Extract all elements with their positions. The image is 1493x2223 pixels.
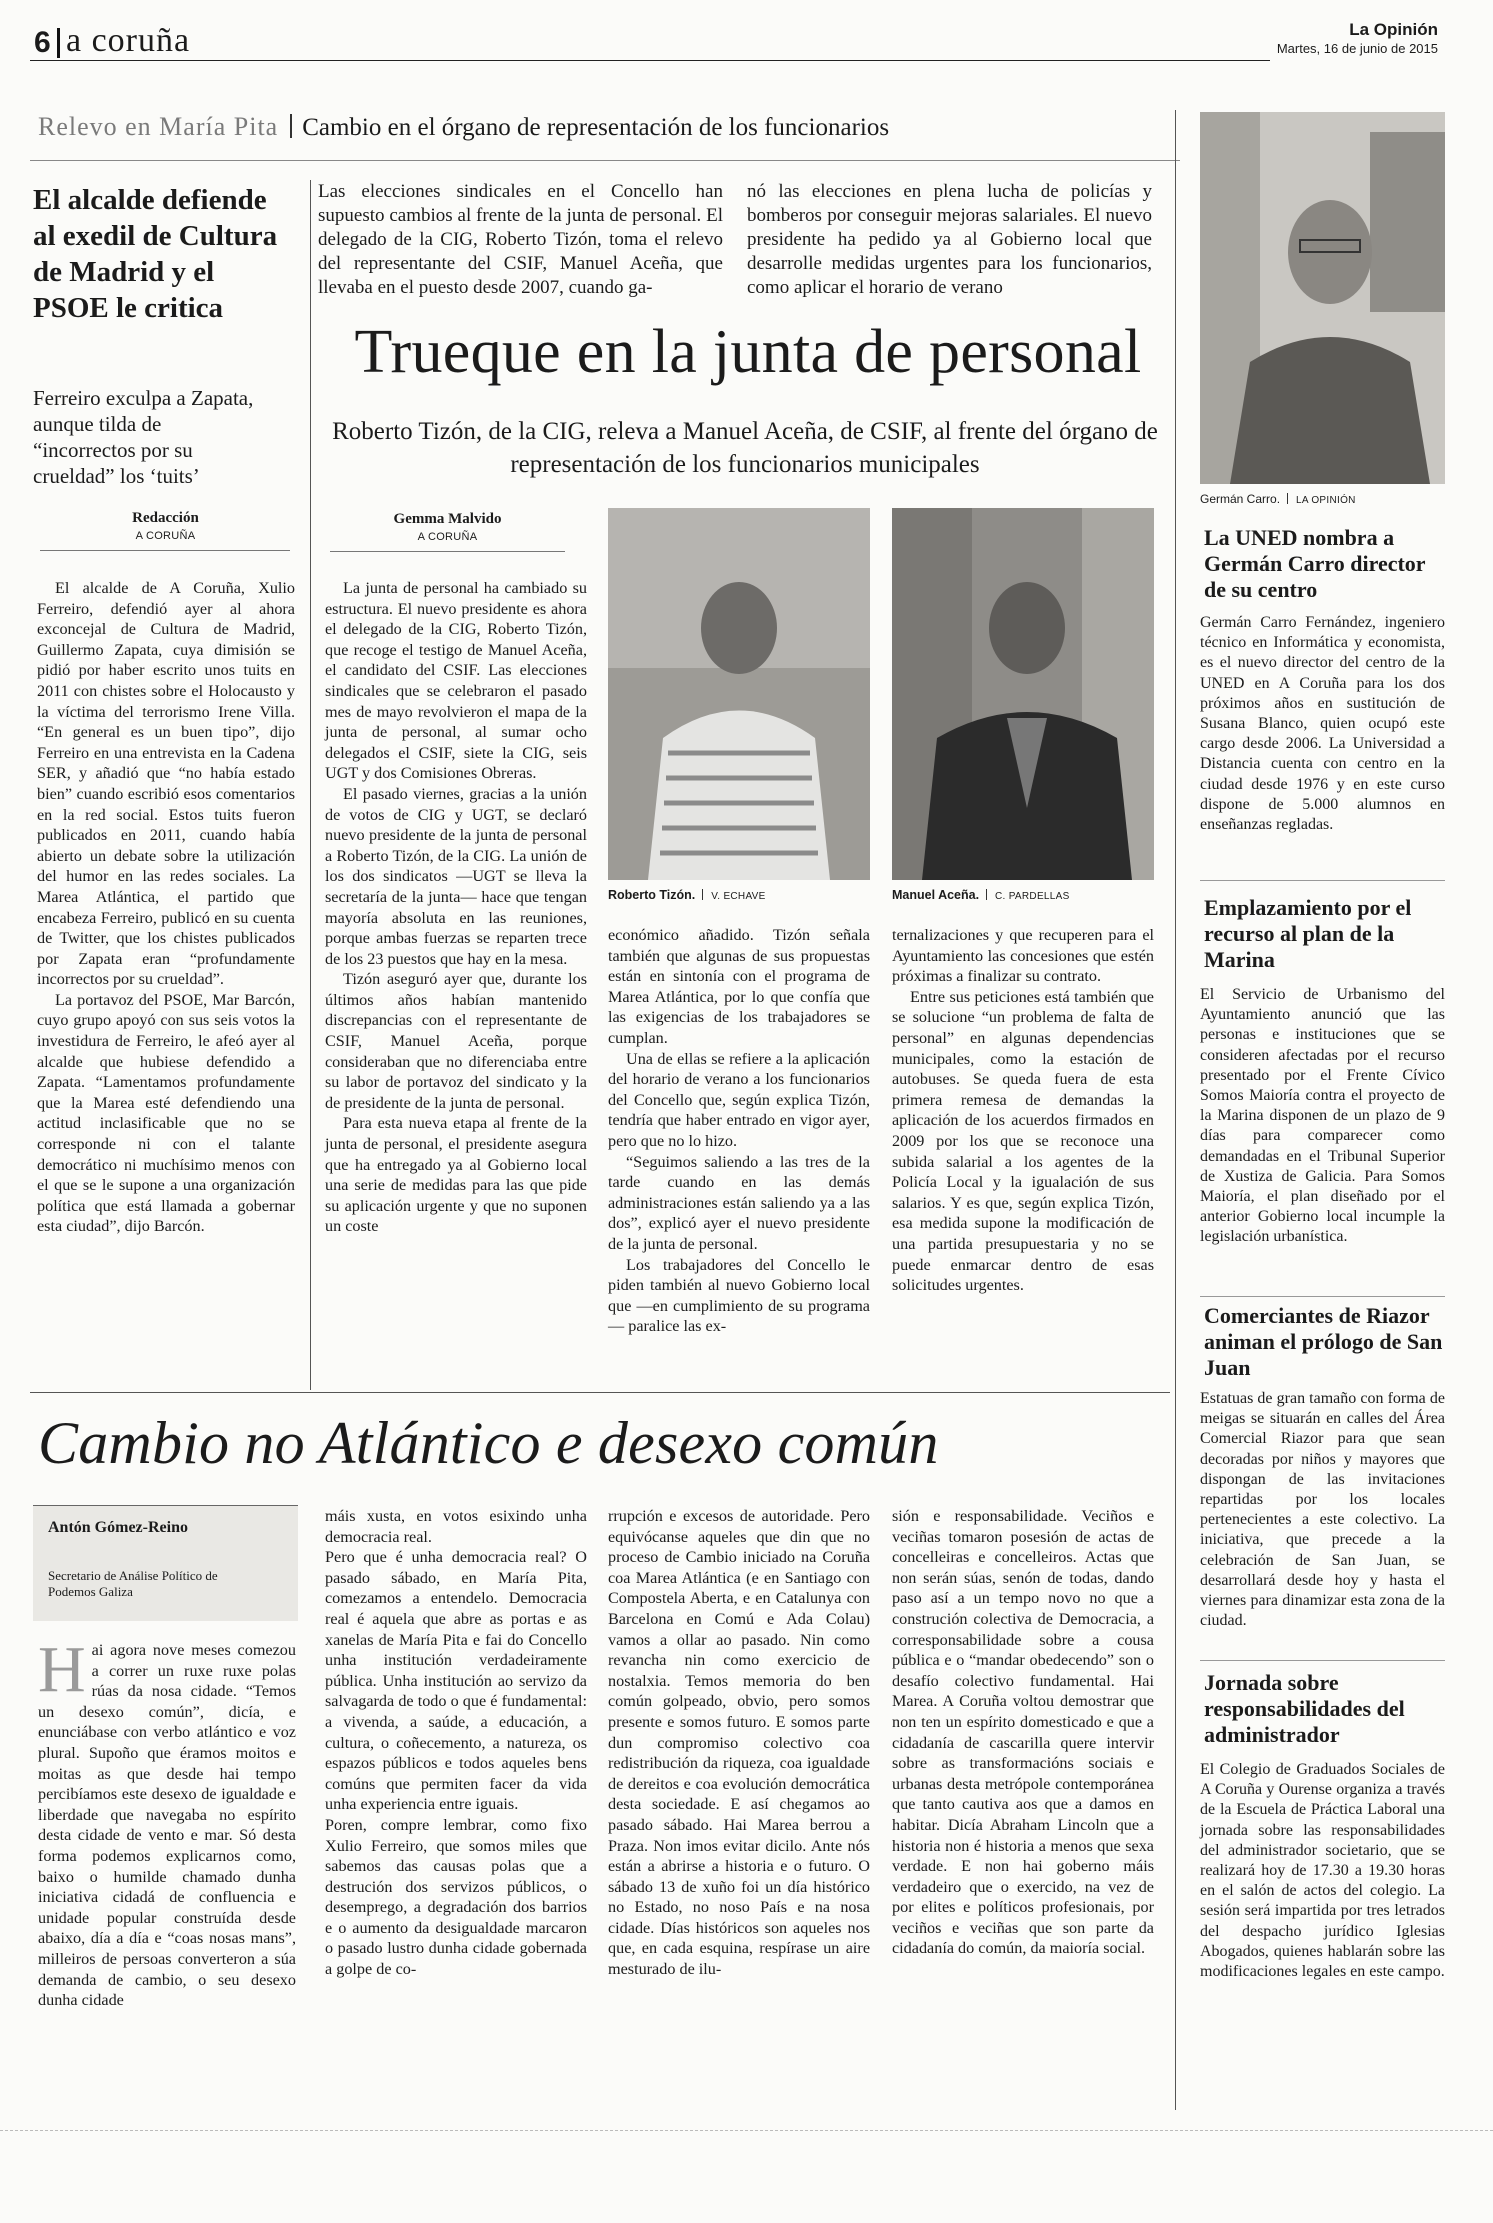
brief-body [1200, 985, 1445, 1248]
photo-credit: V. ECHAVE [711, 891, 766, 902]
caption-divider [702, 889, 703, 900]
brief-jornada [1200, 1670, 1445, 1982]
brief-headline: Jornada sobre responsabilidades del administrador [1204, 1670, 1405, 1747]
main-column-3 [892, 925, 1154, 1296]
section-name: a coruña [66, 22, 191, 59]
brief-text: Estatuas de gran tamaño con forma de meigas se situarán en calles del Área Comercial Riazor para que sean decoradas por niños y mayores que dispongan de las invitaciones repartidas por los locales pertenecientes a este colectivo. La iniciativa, que precede a la celebración de San Juan, se desarrollará desde hoy y hasta el viernes para dinamizar esta zona de la ciudad. [1200, 1390, 1445, 1630]
main-paragraph: ternalizaciones y que recuperen para el Ayuntamiento las concesiones que estén próximas a finalizar su contrato. [892, 926, 1154, 986]
main-deck: Roberto Tizón, de la CIG, releva a Manuel Aceña, de CSIF, al frente del órgano de representación de los funcionarios municipales [332, 418, 1158, 478]
brief-rule [1200, 1660, 1445, 1661]
fold-line [0, 2130, 1493, 2133]
main-paragraph: El pasado viernes, gracias a la unión de votos de CIG y UGT, se declaró nuevo presidente de la junta de personal a Roberto Tizón, de la CIG. La unión de los dos sindicatos —UGT se lleva la secretaría de la junta— hace que tengan mayoría absoluta en las reuniones, porque ambas fuerzas se reparten trece de los 23 puestos que hay en la mesa. [325, 784, 587, 968]
section-divider [57, 28, 60, 58]
side-story-subhead: Ferreiro exculpa a Zapata, aunque tilda de “incorrectos por su crueldad” los ‘tuits’ [33, 386, 254, 488]
caption-name: Roberto Tizón. [608, 888, 696, 902]
kicker-divider [290, 114, 292, 138]
opinion-paragraph: sión e responsabilidade. Veciños e veciñas tomaron posesión de actas de concelleiras e concelleiros. Actas que non serán súas, senón de todas, dando paso así a un tempo novo no que a construción colectiva de Democracia, a corresponsabilidade sobre a cousa pública e o “mandar obedecendo” son o desafío colectivo fundamental. Hai Marea. A Coruña voltou demostrar que non ten un espírito domesticado e que a cidadanía de cascarilla quere intervir sobre as transformacións sociais e urbanas desta metrópole contemporánea que tanto cautiva aos que a damos en habitar. Dicía Abraham Lincoln que a historia non é historia a menos que sexa verdade. E non hai goberno máis verdadeiro que o exercido, na vez de por elites e políticos profesionais, por veciños e veciñas que son parte da cidadanía do común, da maioría social. [892, 1507, 1154, 1958]
main-place: A CORUÑA [417, 531, 478, 543]
opinion-author-box [33, 1505, 298, 1621]
main-lead-right [747, 180, 1152, 300]
photo-german-carro [1200, 112, 1445, 484]
opinion-paragraph: rrupción e excesos de autoridade. Pero equivócanse aqueles que din que no proceso de Cambio iniciado na Coruña coa Marea Atlántica (e en Santiago con Compostela Aberta, e en Catalunya con Barcelona en Comú e Ada Colau) vamos a ollar ao pasado. Nin como revancha nin como exercicio de nostalxia. Temos memoria do ben común golpeado, obvio, pero somos presente e somos futuro. E somos parte dun compromiso colectivo coa redistribución da riqueza, coa igualdade de dereitos e coa evolución democrática desta sociedade. E así chegamos ao pasado sábado. Hai Marea berrou a Praza. Non imos evitar dicilo. Ante nós están a abrirse a historia e o futuro. O sábado 13 de xuño foi un día histórico no Estado, no noso País e na nosa cidade. Días históricos son aqueles nos que, en cada esquina, respírase un aire mesturado de ilu- [608, 1507, 870, 1979]
brief-text: Germán Carro Fernández, ingeniero técnico en Informática y economista, es el nuevo director del centro de la UNED en A Coruña para los dos próximos años en sustitución de Susana Blanco, quien ocupó este cargo desde 2006. La Universidad a Distancia cuenta con centro en la ciudad desde 1976 y en este curso dispone de 5.000 alumnos en enseñanzas regladas. [1200, 614, 1445, 834]
caption-divider [1287, 493, 1288, 504]
brief-headline: Emplazamiento por el recurso al plan de la Marina [1204, 895, 1412, 972]
lead-text: Las elecciones sindicales en el Concello han supuesto cambios al frente de la junta de personal. El delegado de la CIG, Roberto Tizón, toma el relevo del representante del CSIF, Manuel Aceña, que llevaba en el puesto desde 2007, cuando ga- [318, 181, 723, 298]
caption-name: Manuel Aceña. [892, 888, 980, 902]
photo-manuel-acena [892, 508, 1154, 880]
opinion-paragraph: máis xusta, en votos esixindo unha democracia real. [325, 1507, 587, 1546]
topline-rule [30, 160, 1180, 161]
opinion-top-rule [30, 1392, 1170, 1393]
portrait-figure [1200, 112, 1445, 484]
main-paragraph: Tizón aseguró ayer que, durante los últimos años habían mantenido discrepancias con el representante de CSIF, Manuel Aceña, porque consideraban que no diferenciaba entre su labor de portavoz del sindicato y la de presidente de la junta de personal. [325, 970, 587, 1112]
main-headline: Trueque en la junta de personal [354, 318, 1142, 386]
opinion-paragraph: Pero que é unha democracia real? O pasado sábado, en María Pita, comezamos a entendelo. Democracia real é aquela que abre as portas e as xanelas de María Pita e fai do Concello unha institución verdadeiramente pública. Unha institución ao servizo da salvagarda de todo o que é fundamental: a vivenda, a saúde, a educación, a cultura, o coñecemento, a natureza, os espazos públicos e todos aqueles bens comúns que permiten facer da vida unha experiencia entre iguais. [325, 1548, 587, 1814]
issue-date: Martes, 16 de junio de 2015 [1276, 41, 1438, 56]
main-paragraph: “Seguimos saliendo a las tres de la tarde cuando en las demás administraciones están saliendo ya a las dos”, explicó ayer el nuevo presidente de la junta de personal. [608, 1152, 870, 1253]
main-lead-left [318, 180, 723, 300]
paper-name: La Opinión [1349, 20, 1438, 39]
opinion-paragraph: ai agora nove meses comezou a correr un ruxe ruxe polas rúas da nosa cidade. “Temos un desexo común”, dicía, e enunciábase con verbo atlántico e voz plural. Supoño que éramos moitos e moitas as que desde hai tempo percibíamos este desexo de igualdade e liberdade que navegaba no espírito desta cidade de vento e mar. Só desta forma podemos explicarnos como, baixo o humilde chamado dunha iniciativa cidadá de confluencia e unidade popular construída desde abaixo, día a día e “coas nosas mans”, milleiros de persoas converteron a súa demanda de cambio, o seu desexo dunha cidade [38, 1641, 296, 2010]
brief-marina [1200, 895, 1445, 1248]
brief-text: El Colegio de Graduados Sociales de A Coruña y Ourense organiza a través de la Escuela de Práctica Laboral una jornada sobre las responsabilidades del administrador societario, que se realizará hoy de 17.30 a 19.30 horas en el salón de actos del colegio. La sesión será impartida por tres letrados del despacho jurídico Iglesias Abogados, quienes hablarán sobre las modificaciones legales en este campo. [1200, 1761, 1445, 1981]
side-story-author: Redacción [132, 510, 199, 526]
brief-rule [1200, 880, 1445, 881]
photo-credit: C. PARDELLAS [995, 891, 1070, 902]
main-paragraph: Los trabajadores del Concello le piden también al nuevo Gobierno local que —en cumplimiento de su programa— paralice las ex- [608, 1255, 870, 1336]
opinion-headline: Cambio no Atlántico e desexo común [38, 1410, 939, 1476]
main-column-1 [325, 578, 587, 1237]
photo-roberto-tizon [608, 508, 870, 880]
side-story-paragraph: La portavoz del PSOE, Mar Barcón, cuyo grupo apoyó con sus seis votos la investidura de Ferreiro, le afeó ayer al alcalde que hubiese defendido a Zapata. “Lamentamos profundamente que la Marea esté defendiendo una actitud inclasificable que no se corresponde ni con el talante democrático ni muchísimo menos con el que se le supone a una organización política que está llamada a gobernar esta ciudad”, dijo Barcón. [37, 990, 295, 1236]
opinion-column-4 [892, 1506, 1154, 1959]
opinion-column-1 [38, 1633, 296, 2011]
topline [38, 112, 1158, 144]
brief-body [1200, 613, 1445, 835]
photo-caption-acena [892, 888, 1154, 902]
opinion-column-2 [325, 1506, 587, 1980]
main-paragraph: Una de ellas se refiere a la aplicación del horario de verano a los funcionarios del Concello que, según explica Tizón, tendría que haber entrado en vigor ayer, pero que no lo hizo. [608, 1049, 870, 1150]
main-column-2 [608, 925, 870, 1337]
main-author: Gemma Malvido [393, 511, 502, 527]
caption-name: Germán Carro. [1200, 492, 1281, 506]
header-rule [30, 60, 1270, 61]
topline-subtitle: Cambio en el órgano de representación de los funcionarios [302, 114, 890, 141]
brief-text: El Servicio de Urbanismo del Ayuntamiento anunció que las personas e instituciones que se consideren afectadas por el recurso presentado por el Frente Cívico Somos Maioría contra el proyecto de la Marina disponen de un plazo de 9 días para comparecer como demandadas en el Tribunal Superior de Xustiza de Galicia. Para Somos Maioría, el plan diseñado por el anterior Gobierno local incumple la legislación urbanística. [1200, 986, 1445, 1246]
side-story-paragraph: El alcalde de A Coruña, Xulio Ferreiro, defendió ayer al ahora exconcejal de Cultura de Madrid, Guillermo Zapata, cuya dimisión se pidió por haber escrito unos tuits en 2011 con chistes sobre el Holocausto y la víctima del terrorismo Irene Villa. “En general es un buen tipo”, dijo Ferreiro en una entrevista en la Cadena SER, y añadió que “no había estado bien” cuando escribió esos comentarios en la red social. Estos tuits fueron publicados en 2011, cuando había abierto un debate sobre la utilización del humor en las redes sociales. La Marea Atlántica, el partido que encabeza Ferreiro, publicó en su cuenta de Twitter, que los chistes publicados por Zapata eran “profundamente incorrectos por su crueldad”. [37, 579, 295, 989]
photo-caption-carro [1200, 492, 1445, 506]
side-story-body [37, 578, 295, 1237]
main-paragraph: Para esta nueva etapa al frente de la junta de personal, el presidente asegura que ha entregado ya al Gobierno local una serie de medidas para las que pide su aplicación urgente y que no suponen un coste [325, 1114, 587, 1236]
main-byline-rule [330, 551, 565, 552]
brief-uned [1200, 525, 1445, 835]
opinion-column-3 [608, 1506, 870, 1980]
opinion-author: Antón Gómez-Reino [48, 1519, 188, 1536]
portrait-figure [608, 508, 870, 880]
main-paragraph: económico añadido. Tizón señala también que algunas de sus propuestas están en sintonía con el programa de Marea Atlántica, por lo que confía que las exigencias de los trabajadores se cumplan. [608, 926, 870, 1047]
brief-body [1200, 1760, 1445, 1982]
photo-caption-tizon [608, 888, 870, 902]
opinion-paragraph: Poren, compre lembrar, como fixo Xulio Ferreiro, que somos miles que sabemos das causas polas que a destrución dos servizos públicos, o desemprego, a degradación dos barrios e o aumento da desigualdade marcaron o pasado lustro dunha cidade gobernada a golpe de co- [325, 1815, 587, 1979]
page-header [28, 20, 1438, 60]
lead-text: nó las elecciones en plena lucha de policías y bomberos por conseguir mejoras salariales. El nuevo presidente ha pedido ya al Gobierno local que desarrolle medidas urgentes para los funcionarios, como aplicar el horario de verano [747, 181, 1152, 298]
side-story-place: A CORUÑA [135, 530, 196, 542]
brief-headline: La UNED nombra a Germán Carro director de su centro [1204, 525, 1426, 602]
opinion-author-role: Secretario de Análise Político de Podemos Galiza [48, 1568, 218, 1599]
main-paragraph: La junta de personal ha cambiado su estructura. El nuevo presidente es ahora el delegado de la CIG, Roberto Tizón, que recoge el testigo de Manuel Aceña, el candidato del CSIF. Las elecciones sindicales que se celebraron el pasado mes de mayo revolvieron el mapa de la junta de personal, al sumar ocho delegados el CSIF, siete la CIG, seis UGT y dos Comisiones Obreras. [325, 579, 587, 783]
kicker: Relevo en María Pita [38, 112, 279, 141]
brief-riazor [1200, 1303, 1445, 1631]
page-number: 6 [34, 26, 51, 59]
side-story-headline: El alcalde defiende al exedil de Cultura de Madrid y el PSOE le critica [33, 184, 278, 324]
photo-credit: LA OPINIÓN [1296, 495, 1356, 506]
side-byline-rule [40, 550, 290, 551]
brief-headline: Comerciantes de Riazor animan el prólogo de San Juan [1204, 1303, 1443, 1380]
column-divider [1175, 110, 1176, 2110]
brief-body [1200, 1389, 1445, 1631]
portrait-figure [892, 508, 1154, 880]
brief-rule [1200, 1296, 1445, 1297]
caption-divider [986, 889, 987, 900]
main-paragraph: Entre sus peticiones está también que se solucione “un problema de falta de personal” en algunas dependencias municipales, como la estación de autobuses. Se queda fuera de esta primera remesa de demandas la aplicación de los acuerdos firmados en 2009 por los que se reconoce una subida salarial a los agentes de la Policía Local y la igualación de sus salarios. Y es que, según explica Tizón, esa medida supone la modificación de una partida presupuestaria y no se puede enmarcar dentro de esas solicitudes urgentes. [892, 987, 1154, 1295]
opinion-dropcap: H [38, 1633, 86, 1706]
column-divider [310, 180, 311, 1390]
